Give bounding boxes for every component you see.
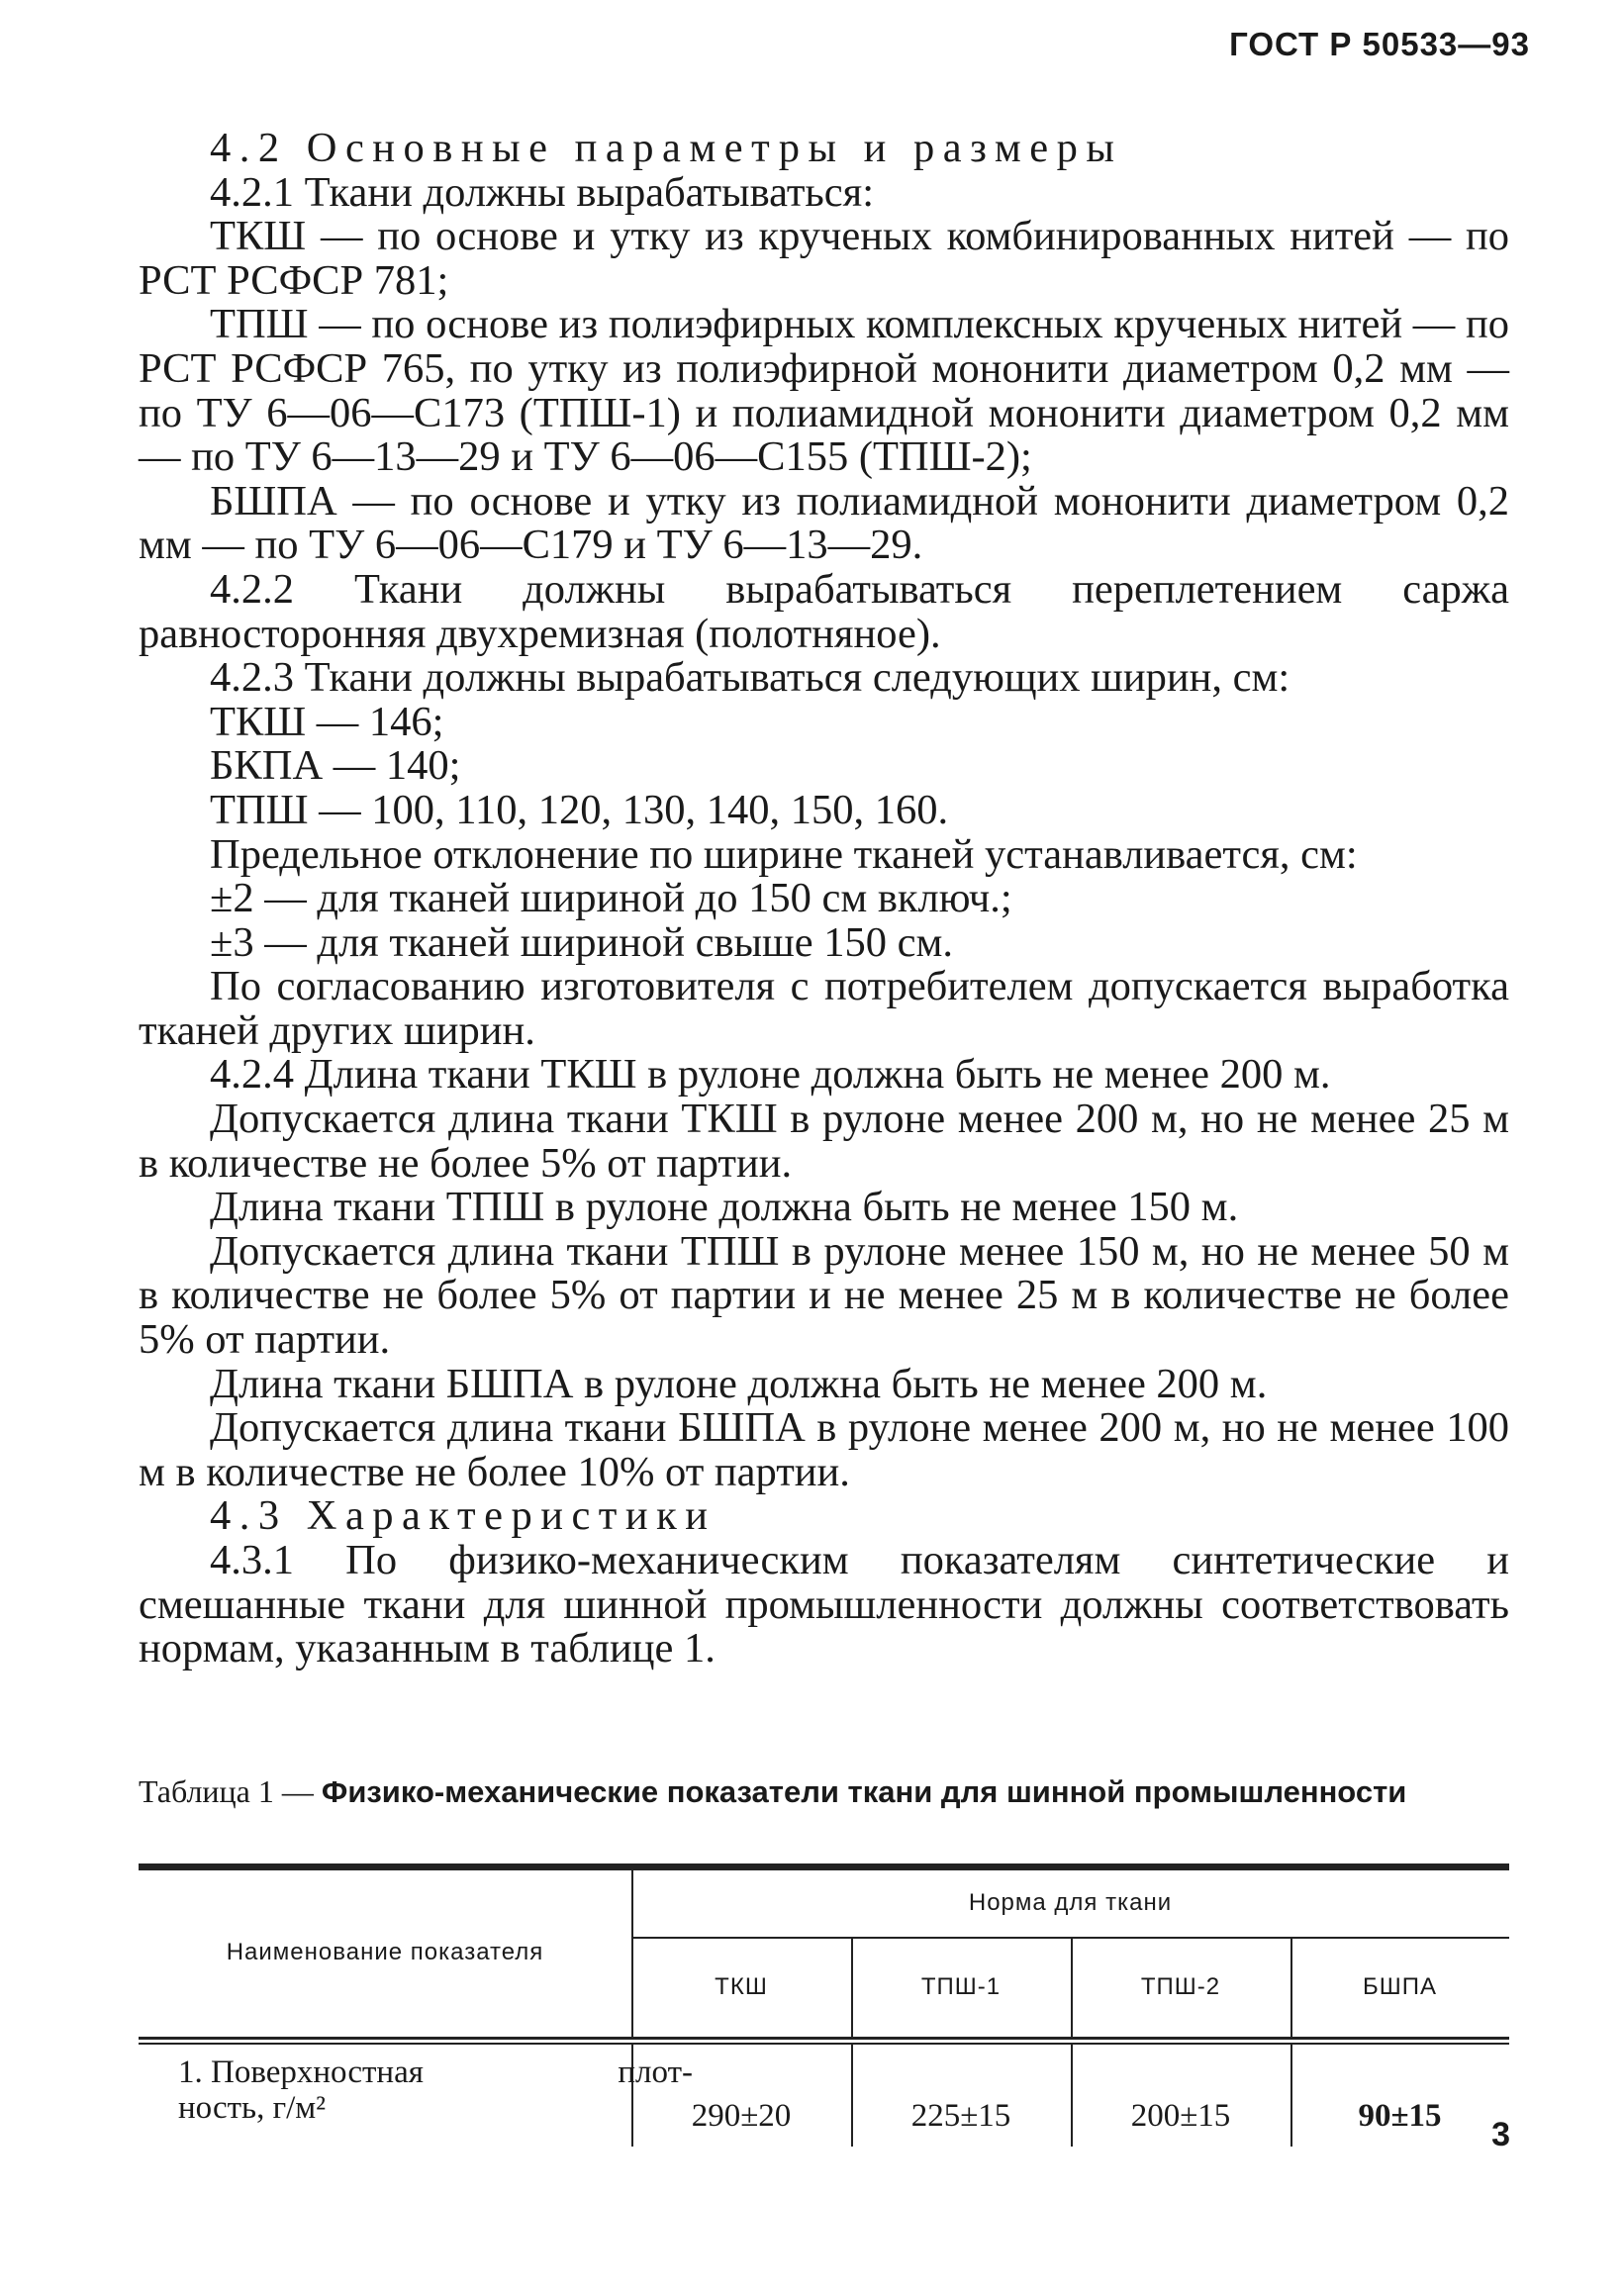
column-header-bshpa: БШПА (1362, 1972, 1437, 2000)
norm-group-header: Норма для ткани (968, 1888, 1173, 1916)
paragraph: ТПШ — 100, 110, 120, 130, 140, 150, 160. (210, 786, 949, 833)
paragraph: Длина ткани БШПА в рулоне должна быть не менее 200 м. (210, 1360, 1268, 1407)
document-body (139, 127, 1509, 1672)
row-name-part: ность, г/м² (178, 2090, 327, 2126)
paragraph: ±3 — для тканей шириной свыше 150 см. (210, 918, 954, 966)
paragraph: БКПА — 140; (210, 742, 461, 790)
table-cell: 290±20 (691, 2097, 792, 2134)
table-cell: 90±15 (1358, 2097, 1442, 2134)
paragraph: Предельное отклонение по ширине тканей устанавливается, см: (210, 830, 1358, 878)
table-caption-prefix: Таблица 1 — (139, 1773, 322, 1809)
paragraph: БШПА — по основе и утку из полиамидной мононити диаметром 0,2 мм — по ТУ 6—06—С179 и ТУ 6—13—29. (139, 477, 1509, 569)
paragraph: Длина ткани ТПШ в рулоне должна быть не менее 150 м. (210, 1184, 1239, 1231)
paragraph: 4.3 Характеристики (210, 1492, 716, 1540)
row-name (178, 2054, 693, 2126)
paragraph: 4.3.1 По физико-механическим показателям синтетические и смешанные ткани для шинной промышленности должны соответствовать нормам, указанным в таблице 1. (139, 1537, 1509, 1672)
paragraph: 4.2.4 Длина ткани ТКШ в рулоне должна быть не менее 200 м. (210, 1051, 1331, 1099)
paragraph: 4.2.2 Ткани должны вырабатываться переплетением саржа равносторонняя двухремизная (полотняное). (139, 565, 1509, 657)
paragraph: Допускается длина ткани ТПШ в рулоне менее 150 м, но не менее 50 м в количестве не более 5% от партии и не менее 25 м в количестве не более 5% от партии. (139, 1227, 1509, 1364)
column-header-tpsh-1: ТПШ-1 (920, 1972, 1002, 2000)
paragraph: 4.2.1 Ткани должны вырабатываться: (210, 168, 875, 216)
paragraph: Допускается длина ткани БШПА в рулоне менее 200 м, но не менее 100 м в количестве не более 10% от партии. (139, 1404, 1509, 1495)
column-header-tpsh-2: ТПШ-2 (1140, 1972, 1221, 2000)
paragraph: ТКШ — по основе и утку из крученых комбинированных нитей — по РСТ РСФСР 781; (139, 213, 1509, 304)
row-name-part: плот- (618, 2054, 693, 2090)
paragraph: ТКШ — 146; (210, 698, 444, 745)
header-bottom-rule-2 (139, 2043, 1509, 2045)
header-bottom-rule (139, 2037, 1509, 2040)
paragraph: По согласованию изготовителя с потребителем допускается выработка тканей других ширин. (139, 963, 1509, 1054)
name-column-header: Наименование показателя (226, 1939, 544, 1965)
table-cell: 200±15 (1130, 2097, 1231, 2134)
table-caption-title: Физико-механические показатели ткани для шинной промышленности (321, 1774, 1407, 1809)
parameters-table (139, 1863, 1524, 2160)
paragraph: Допускается длина ткани ТКШ в рулоне менее 200 м, но не менее 25 м в количестве не более 5% от партии. (139, 1096, 1509, 1187)
table-cell: 225±15 (910, 2097, 1011, 2134)
row-name-part: 1. Поверхностная (178, 2054, 424, 2090)
paragraph: ±2 — для тканей шириной до 150 см включ.; (210, 875, 1012, 922)
column-header-tksh: ТКШ (715, 1972, 768, 2000)
paragraph: 4.2 Основные параметры и размеры (210, 125, 1123, 171)
document-code: ГОСТ Р 50533—93 (1229, 26, 1530, 62)
page-number: 3 (1491, 2116, 1510, 2153)
table-caption (139, 1774, 1509, 1809)
paragraph: 4.2.3 Ткани должны вырабатываться следующих ширин, см: (210, 654, 1290, 702)
paragraph: ТПШ — по основе из полиэфирных комплексных крученых нитей — по РСТ РСФСР 765, по утку из полиэфирной мононити диаметром 0,2 мм — по ТУ 6—06—С173 (ТПШ-1) и полиамидной мононити диаметром 0,2 мм — по ТУ 6—13—29 и ТУ 6—06—С155 (ТПШ-2); (139, 301, 1509, 481)
